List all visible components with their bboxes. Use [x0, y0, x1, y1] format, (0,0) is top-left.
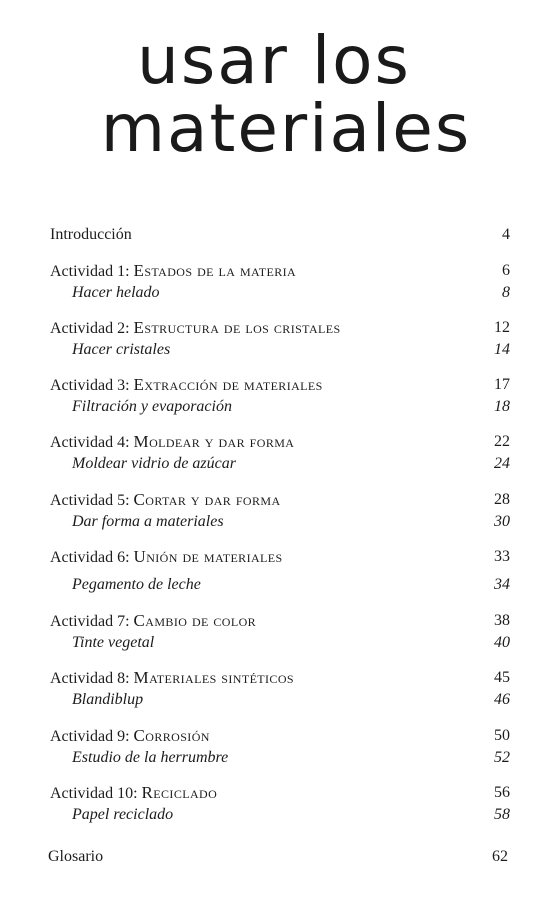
sub-page: 58	[494, 806, 510, 823]
title-line-2: materiales	[100, 90, 472, 167]
activity-prefix: Actividad 1:	[50, 263, 134, 280]
activity-prefix: Actividad 9:	[50, 728, 134, 745]
activity-page: 50	[494, 727, 510, 744]
title-line-1: usar los	[137, 22, 411, 99]
sub-title: Moldear vidrio de azúcar	[72, 455, 236, 472]
toc-sub-6[interactable]	[72, 574, 510, 596]
activity-prefix: Actividad 6:	[50, 549, 134, 566]
activity-title	[50, 374, 323, 397]
activity-title	[50, 431, 294, 454]
toc-intro-page: 4	[502, 226, 510, 243]
sub-page: 30	[494, 513, 510, 530]
activity-page: 28	[494, 491, 510, 508]
activity-page: 12	[494, 319, 510, 336]
activity-topic: Corrosión	[133, 726, 210, 745]
toc-sub-9[interactable]	[72, 747, 510, 769]
sub-page: 8	[502, 284, 510, 301]
activity-title	[50, 317, 341, 340]
activity-topic: Extracción de materiales	[133, 375, 323, 394]
activity-topic: Estados de la materia	[133, 261, 297, 280]
toc-activity-7[interactable]	[50, 610, 510, 632]
sub-title: Papel reciclado	[72, 806, 174, 823]
activity-topic: Moldear y dar forma	[133, 432, 295, 451]
sub-page: 18	[494, 398, 510, 415]
activity-title	[50, 489, 281, 512]
activity-prefix: Actividad 3:	[50, 377, 134, 394]
toc-activity-10[interactable]	[50, 782, 510, 804]
activity-prefix: Actividad 2:	[50, 320, 134, 337]
sub-title: Blandiblup	[72, 691, 144, 708]
activity-title	[50, 782, 217, 805]
sub-title: Filtración y evaporación	[72, 398, 232, 415]
activity-topic: Reciclado	[141, 783, 218, 802]
sub-page: 14	[494, 341, 510, 358]
sub-title: Hacer cristales	[72, 341, 171, 358]
sub-page: 40	[494, 634, 510, 651]
toc-intro-label: Introducción	[50, 226, 132, 243]
activity-topic: Materiales sintéticos	[133, 668, 294, 687]
toc-sub-3[interactable]	[72, 396, 510, 418]
activity-page: 45	[494, 669, 510, 686]
activity-title	[50, 610, 256, 633]
toc-activity-5[interactable]	[50, 489, 510, 511]
activity-prefix: Actividad 10:	[50, 785, 142, 802]
toc-activity-1[interactable]	[50, 260, 510, 282]
toc-activity-4[interactable]	[50, 431, 510, 453]
activity-topic: Cambio de color	[133, 611, 257, 630]
sub-title: Hacer helado	[72, 284, 160, 301]
toc-sub-5[interactable]	[72, 511, 510, 533]
activity-prefix: Actividad 8:	[50, 670, 134, 687]
activity-page: 6	[502, 262, 510, 279]
activity-page: 17	[494, 376, 510, 393]
toc-activity-6[interactable]	[50, 546, 510, 568]
toc-intro[interactable]	[50, 224, 510, 246]
toc-sub-10[interactable]	[72, 804, 510, 826]
activity-title	[50, 667, 294, 690]
sub-page: 34	[494, 576, 510, 593]
toc-activity-2[interactable]	[50, 317, 510, 339]
activity-title	[50, 725, 210, 748]
toc-activity-9[interactable]	[50, 725, 510, 747]
toc-activity-8[interactable]	[50, 667, 510, 689]
sub-title: Tinte vegetal	[72, 634, 155, 651]
sub-page: 24	[494, 455, 510, 472]
activity-title	[50, 260, 296, 283]
sub-title: Pegamento de leche	[72, 576, 201, 593]
toc-sub-1[interactable]	[72, 282, 510, 304]
activity-topic: Cortar y dar forma	[133, 490, 281, 509]
sub-page: 52	[494, 749, 510, 766]
activity-topic: Unión de materiales	[133, 547, 283, 566]
toc-sub-7[interactable]	[72, 632, 510, 654]
toc-glossary-label: Glosario	[48, 848, 104, 865]
activity-title	[50, 546, 283, 569]
toc-glossary-page: 62	[492, 848, 508, 865]
sub-page: 46	[494, 691, 510, 708]
activity-page: 22	[494, 433, 510, 450]
activity-page: 38	[494, 612, 510, 629]
activity-topic: Estructura de los cristales	[133, 318, 341, 337]
activity-prefix: Actividad 7:	[50, 613, 134, 630]
toc-glossary[interactable]	[48, 846, 508, 868]
activity-prefix: Actividad 4:	[50, 434, 134, 451]
toc-sub-8[interactable]	[72, 689, 510, 711]
toc-activity-3[interactable]	[50, 374, 510, 396]
toc-sub-4[interactable]	[72, 453, 510, 475]
activity-page: 56	[494, 784, 510, 801]
sub-title: Estudio de la herrumbre	[72, 749, 229, 766]
sub-title: Dar forma a materiales	[72, 513, 224, 530]
activity-prefix: Actividad 5:	[50, 492, 134, 509]
toc-sub-2[interactable]	[72, 339, 510, 361]
activity-page: 33	[494, 548, 510, 565]
